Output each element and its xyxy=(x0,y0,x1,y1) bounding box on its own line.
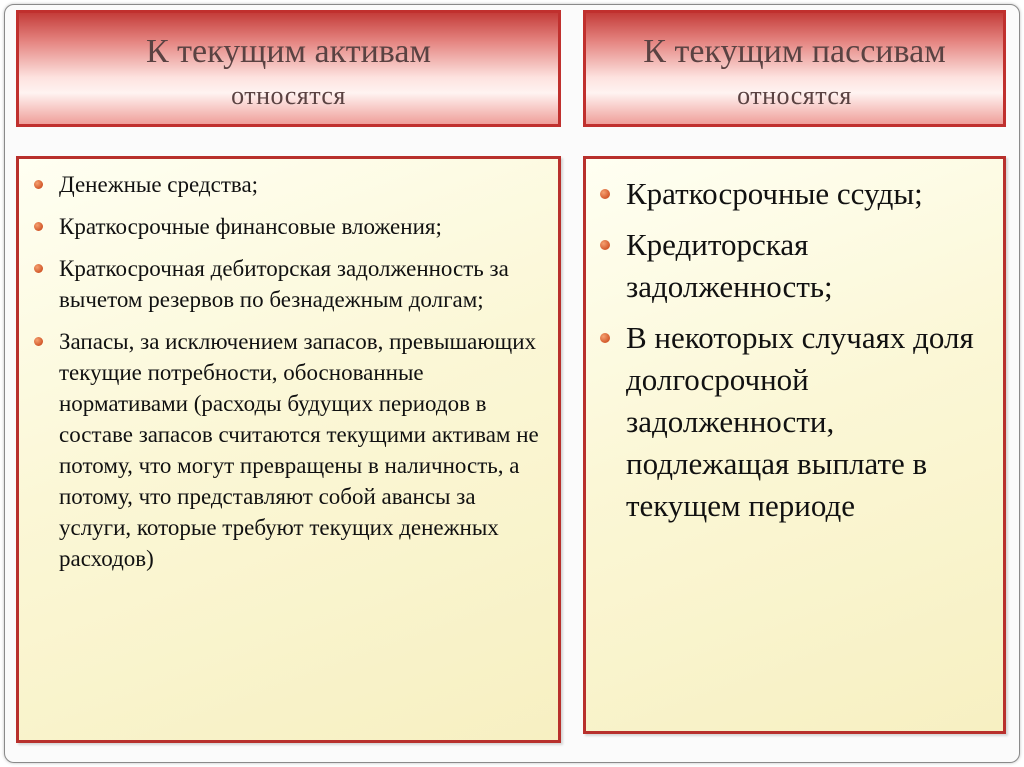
current-liabilities-header xyxy=(583,10,1006,127)
current-liabilities-list xyxy=(586,159,1003,527)
list-item xyxy=(59,169,546,200)
current-assets-header-subtitle: относятся xyxy=(231,81,346,110)
list-item-text: В некоторых случаях доля долгосрочной задолженности, подлежащая выплате в текущем периоде xyxy=(626,320,974,523)
list-item xyxy=(59,211,546,242)
list-item xyxy=(59,326,546,574)
list-item-text: Денежные средства; xyxy=(59,172,259,197)
list-item xyxy=(626,173,993,215)
current-assets-header-title: К текущим активам xyxy=(146,33,431,70)
bullet-icon xyxy=(34,180,43,189)
bullet-icon xyxy=(600,333,610,343)
current-liabilities-header-subtitle: относятся xyxy=(737,81,852,110)
bullet-icon xyxy=(34,337,43,346)
list-item-text: Запасы, за исключением запасов, превышающих текущие потребности, обоснованные нормативами (расходы будущих периодов в составе запасов считаются текущими активам не потому, что могут превращены в наличность, а потому, что представляют собой авансы за услуги, которые требуют текущих денежных расходов) xyxy=(59,329,539,571)
list-item xyxy=(626,224,993,308)
bullet-icon xyxy=(600,240,610,250)
current-assets-list xyxy=(19,159,558,574)
current-liabilities-header-title: К текущим пассивам xyxy=(643,33,946,70)
bullet-icon xyxy=(600,189,610,199)
bullet-icon xyxy=(34,264,43,273)
list-item-text: Краткосрочная дебиторская задолженность за вычетом резервов по безнадежным долгам; xyxy=(59,256,509,312)
list-item-text: Краткосрочные ссуды; xyxy=(626,176,923,211)
current-assets-header xyxy=(16,10,561,127)
list-item xyxy=(626,317,993,527)
list-item-text: Кредиторская задолженность; xyxy=(626,227,833,304)
list-item xyxy=(59,253,546,315)
current-liabilities-panel xyxy=(583,156,1006,734)
current-assets-panel xyxy=(16,156,561,743)
bullet-icon xyxy=(34,222,43,231)
list-item-text: Краткосрочные финансовые вложения; xyxy=(59,214,442,239)
